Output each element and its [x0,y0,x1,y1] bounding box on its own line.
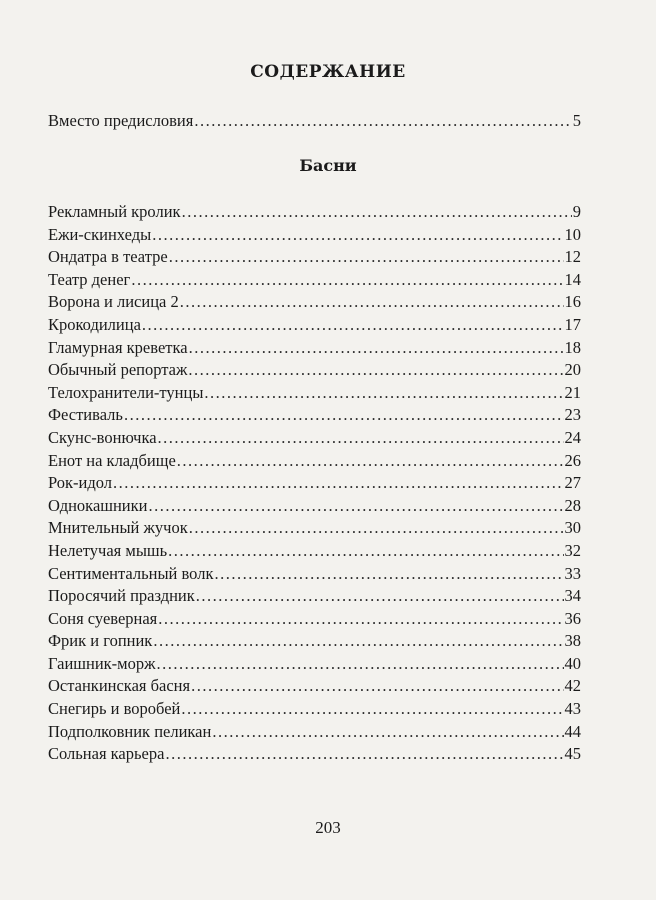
dot-leader [196,585,564,608]
dot-leader [148,495,563,518]
toc-entry [48,563,581,586]
toc-entry-page: 27 [564,473,581,493]
toc-entry-page: 20 [564,360,581,380]
dot-leader [113,472,563,495]
toc-entry-title: Мнительный жучок [48,518,188,538]
toc-entry-page: 34 [564,586,581,606]
toc-entry [48,404,581,427]
toc-entry-page: 45 [564,744,581,764]
toc-entry [48,201,581,224]
toc-entry-page: 5 [572,111,581,130]
toc-entry [48,743,581,766]
toc-entry-page: 16 [564,292,581,312]
toc-entry [48,224,581,247]
toc-entry [48,630,581,653]
toc-entry [48,359,581,382]
toc-entry-title: Фестиваль [48,405,123,425]
dot-leader [182,201,572,224]
toc-entry [48,472,581,495]
toc-entry-page: 23 [564,405,581,425]
toc-list [48,201,581,766]
dot-leader [212,721,563,744]
toc-entry-title: Гаишник-морж [48,653,156,673]
toc-entry-page: 33 [564,563,581,583]
toc-entry [48,246,581,269]
toc-entry-page: 36 [564,608,581,628]
toc-entry-page: 21 [564,382,581,402]
page-title: СОДЕРЖАНИЕ [250,62,406,82]
toc-entry-page: 26 [564,450,581,470]
toc-entry-page: 24 [564,427,581,447]
toc-entry-page: 9 [572,202,581,221]
toc-entry-title: Телохранители-тунцы [48,382,204,402]
dot-leader [158,608,563,631]
toc-entry-page: 40 [564,653,581,673]
toc-entry-page: 14 [564,269,581,289]
toc-entry-title: Однокашники [48,495,148,515]
toc-entry [48,427,581,450]
toc-entry [48,291,581,314]
toc-entry [48,585,581,608]
dot-leader [214,563,563,586]
toc-entry-title: Снегирь и воробей [48,699,181,719]
toc-entry-page: 12 [564,247,581,267]
toc-entry-title: Фрик и гопник [48,631,153,651]
toc-entry [48,653,581,676]
toc-entry-title: Сентиментальный волк [48,563,214,583]
toc-entry-page: 18 [564,337,581,357]
toc-entry-page: 44 [564,721,581,741]
dot-leader [153,630,563,653]
dot-leader [168,540,563,563]
dot-leader [142,314,564,337]
toc-entry-title: Крокодилица [48,314,141,334]
toc-entry-title: Ворона и лисица 2 [48,292,179,312]
toc-entry-page: 30 [564,518,581,538]
toc-entry-page: 42 [564,676,581,696]
toc-entry-title: Енот на кладбище [48,450,176,470]
toc-entry [48,721,581,744]
toc-entry-title: Гламурная креветка [48,337,188,357]
dot-leader [194,110,571,133]
dot-leader [169,246,564,269]
toc-entry-page: 43 [564,699,581,719]
toc-entry [48,675,581,698]
toc-entry [48,337,581,360]
toc-entry-title: Нелетучая мышь [48,540,168,560]
toc-entry-title: Обычный репортаж [48,360,188,380]
toc-entry-title: Сольная карьера [48,744,165,764]
toc-entry-title: Рекламный кролик [48,202,181,221]
dot-leader [158,427,564,450]
page-number: 203 [315,818,341,837]
toc-entry [48,608,581,631]
dot-leader [131,269,563,292]
toc-entry-title: Скунс-вонючка [48,427,157,447]
dot-leader [189,337,564,360]
toc-entry [48,450,581,473]
toc-entry [48,382,581,405]
toc-entry-title: Ондатра в театре [48,247,168,267]
dot-leader [180,291,564,314]
dot-leader [204,382,563,405]
toc-entry [48,314,581,337]
toc-entry [48,269,581,292]
dot-leader [152,224,563,247]
toc-entry-page: 10 [564,224,581,244]
toc-entry [48,517,581,540]
toc-entry-title: Соня суеверная [48,608,158,628]
toc-entry [48,495,581,518]
toc-entry-page: 32 [564,540,581,560]
toc-entry-page: 28 [564,495,581,515]
dot-leader [188,359,563,382]
toc-entry-page: 38 [564,631,581,651]
toc-entry-title: Театр денег [48,269,131,289]
dot-leader [165,743,563,766]
toc-entry-title: Останкинская басня [48,676,191,696]
dot-leader [191,675,563,698]
dot-leader [189,517,564,540]
toc-entry-title: Ежи-скинхеды [48,224,152,244]
toc-entry [48,698,581,721]
dot-leader [157,653,564,676]
dot-leader [124,404,564,427]
section-heading: Басни [299,156,357,175]
toc-entry-title: Поросячий праздник [48,586,195,606]
toc-entry [48,540,581,563]
dot-leader [181,698,563,721]
toc-entry-title: Рок-идол [48,473,113,493]
toc-entry-title: Вместо предисловия [48,111,194,130]
dot-leader [177,450,564,473]
toc-entry-preface [48,110,581,133]
toc-entry-page: 17 [564,314,581,334]
toc-entry-title: Подполковник пеликан [48,721,212,741]
